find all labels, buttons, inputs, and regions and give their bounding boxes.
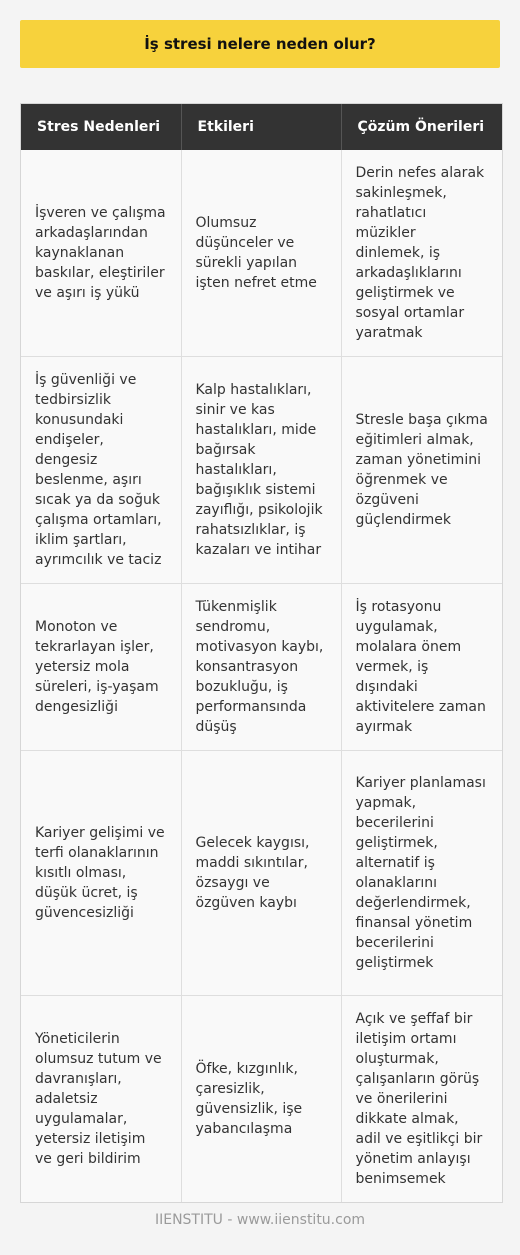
table-row xyxy=(21,996,502,1203)
cell-effect: Tükenmişlik sendromu, motivasyon kaybı, konsantrasyon bozukluğu, iş performansında düşüş xyxy=(181,584,341,751)
cell-effect: Olumsuz düşünceler ve sürekli yapılan işten nefret etme xyxy=(181,150,341,357)
column-header-effects: Etkileri xyxy=(181,104,341,150)
cell-solution: Kariyer planlaması yapmak, becerilerini geliştirmek, alternatif iş olanaklarını değerlendirmek, finansal yönetim becerilerini geliştirmek xyxy=(341,751,502,996)
table-row xyxy=(21,357,502,584)
cell-solution: Derin nefes alarak sakinleşmek, rahatlatıcı müzikler dinlemek, iş arkadaşlıklarını geliştirmek ve sosyal ortamlar yaratmak xyxy=(341,150,502,357)
table-row xyxy=(21,584,502,751)
cell-cause: İşveren ve çalışma arkadaşlarından kaynaklanan baskılar, eleştiriler ve aşırı iş yükü xyxy=(21,150,181,357)
footer-credit: IIENSTITU - www.iienstitu.com xyxy=(154,1212,366,1228)
cell-effect: Kalp hastalıkları, sinir ve kas hastalıkları, mide bağırsak hastalıkları, bağışıklık sistemi zayıflığı, psikolojik rahatsızlıklar, iş kazaları ve intihar xyxy=(181,357,341,584)
page-title: İş stresi nelere neden olur? xyxy=(20,20,500,68)
cell-solution: Açık ve şeffaf bir iletişim ortamı oluşturmak, çalışanların görüş ve önerilerini dikkate almak, adil ve eşitlikçi bir yönetim anlayışı benimsemek xyxy=(341,996,502,1203)
cell-cause: Kariyer gelişimi ve terfi olanaklarının kısıtlı olması, düşük ücret, iş güvencesizliği xyxy=(21,751,181,996)
cell-solution: Stresle başa çıkma eğitimleri almak, zaman yönetimini öğrenmek ve özgüveni güçlendirmek xyxy=(341,357,502,584)
stress-table xyxy=(20,103,503,1203)
table-row xyxy=(21,751,502,996)
cell-cause: İş güvenliği ve tedbirsizlik konusundaki endişeler, dengesiz beslenme, aşırı sıcak ya da soğuk çalışma ortamları, iklim şartları, ayrımcılık ve taciz xyxy=(21,357,181,584)
cell-cause: Monoton ve tekrarlayan işler, yetersiz mola süreleri, iş-yaşam dengesizliği xyxy=(21,584,181,751)
table-header-row xyxy=(21,104,502,150)
column-header-solutions: Çözüm Önerileri xyxy=(341,104,502,150)
cell-effect: Öfke, kızgınlık, çaresizlik, güvensizlik, işe yabancılaşma xyxy=(181,996,341,1203)
cell-solution: İş rotasyonu uygulamak, molalara önem vermek, iş dışındaki aktivitelere zaman ayırmak xyxy=(341,584,502,751)
cell-effect: Gelecek kaygısı, maddi sıkıntılar, özsaygı ve özgüven kaybı xyxy=(181,751,341,996)
table-row xyxy=(21,150,502,357)
column-header-causes: Stres Nedenleri xyxy=(21,104,181,150)
cell-cause: Yöneticilerin olumsuz tutum ve davranışları, adaletsiz uygulamalar, yetersiz iletişim ve geri bildirim xyxy=(21,996,181,1203)
